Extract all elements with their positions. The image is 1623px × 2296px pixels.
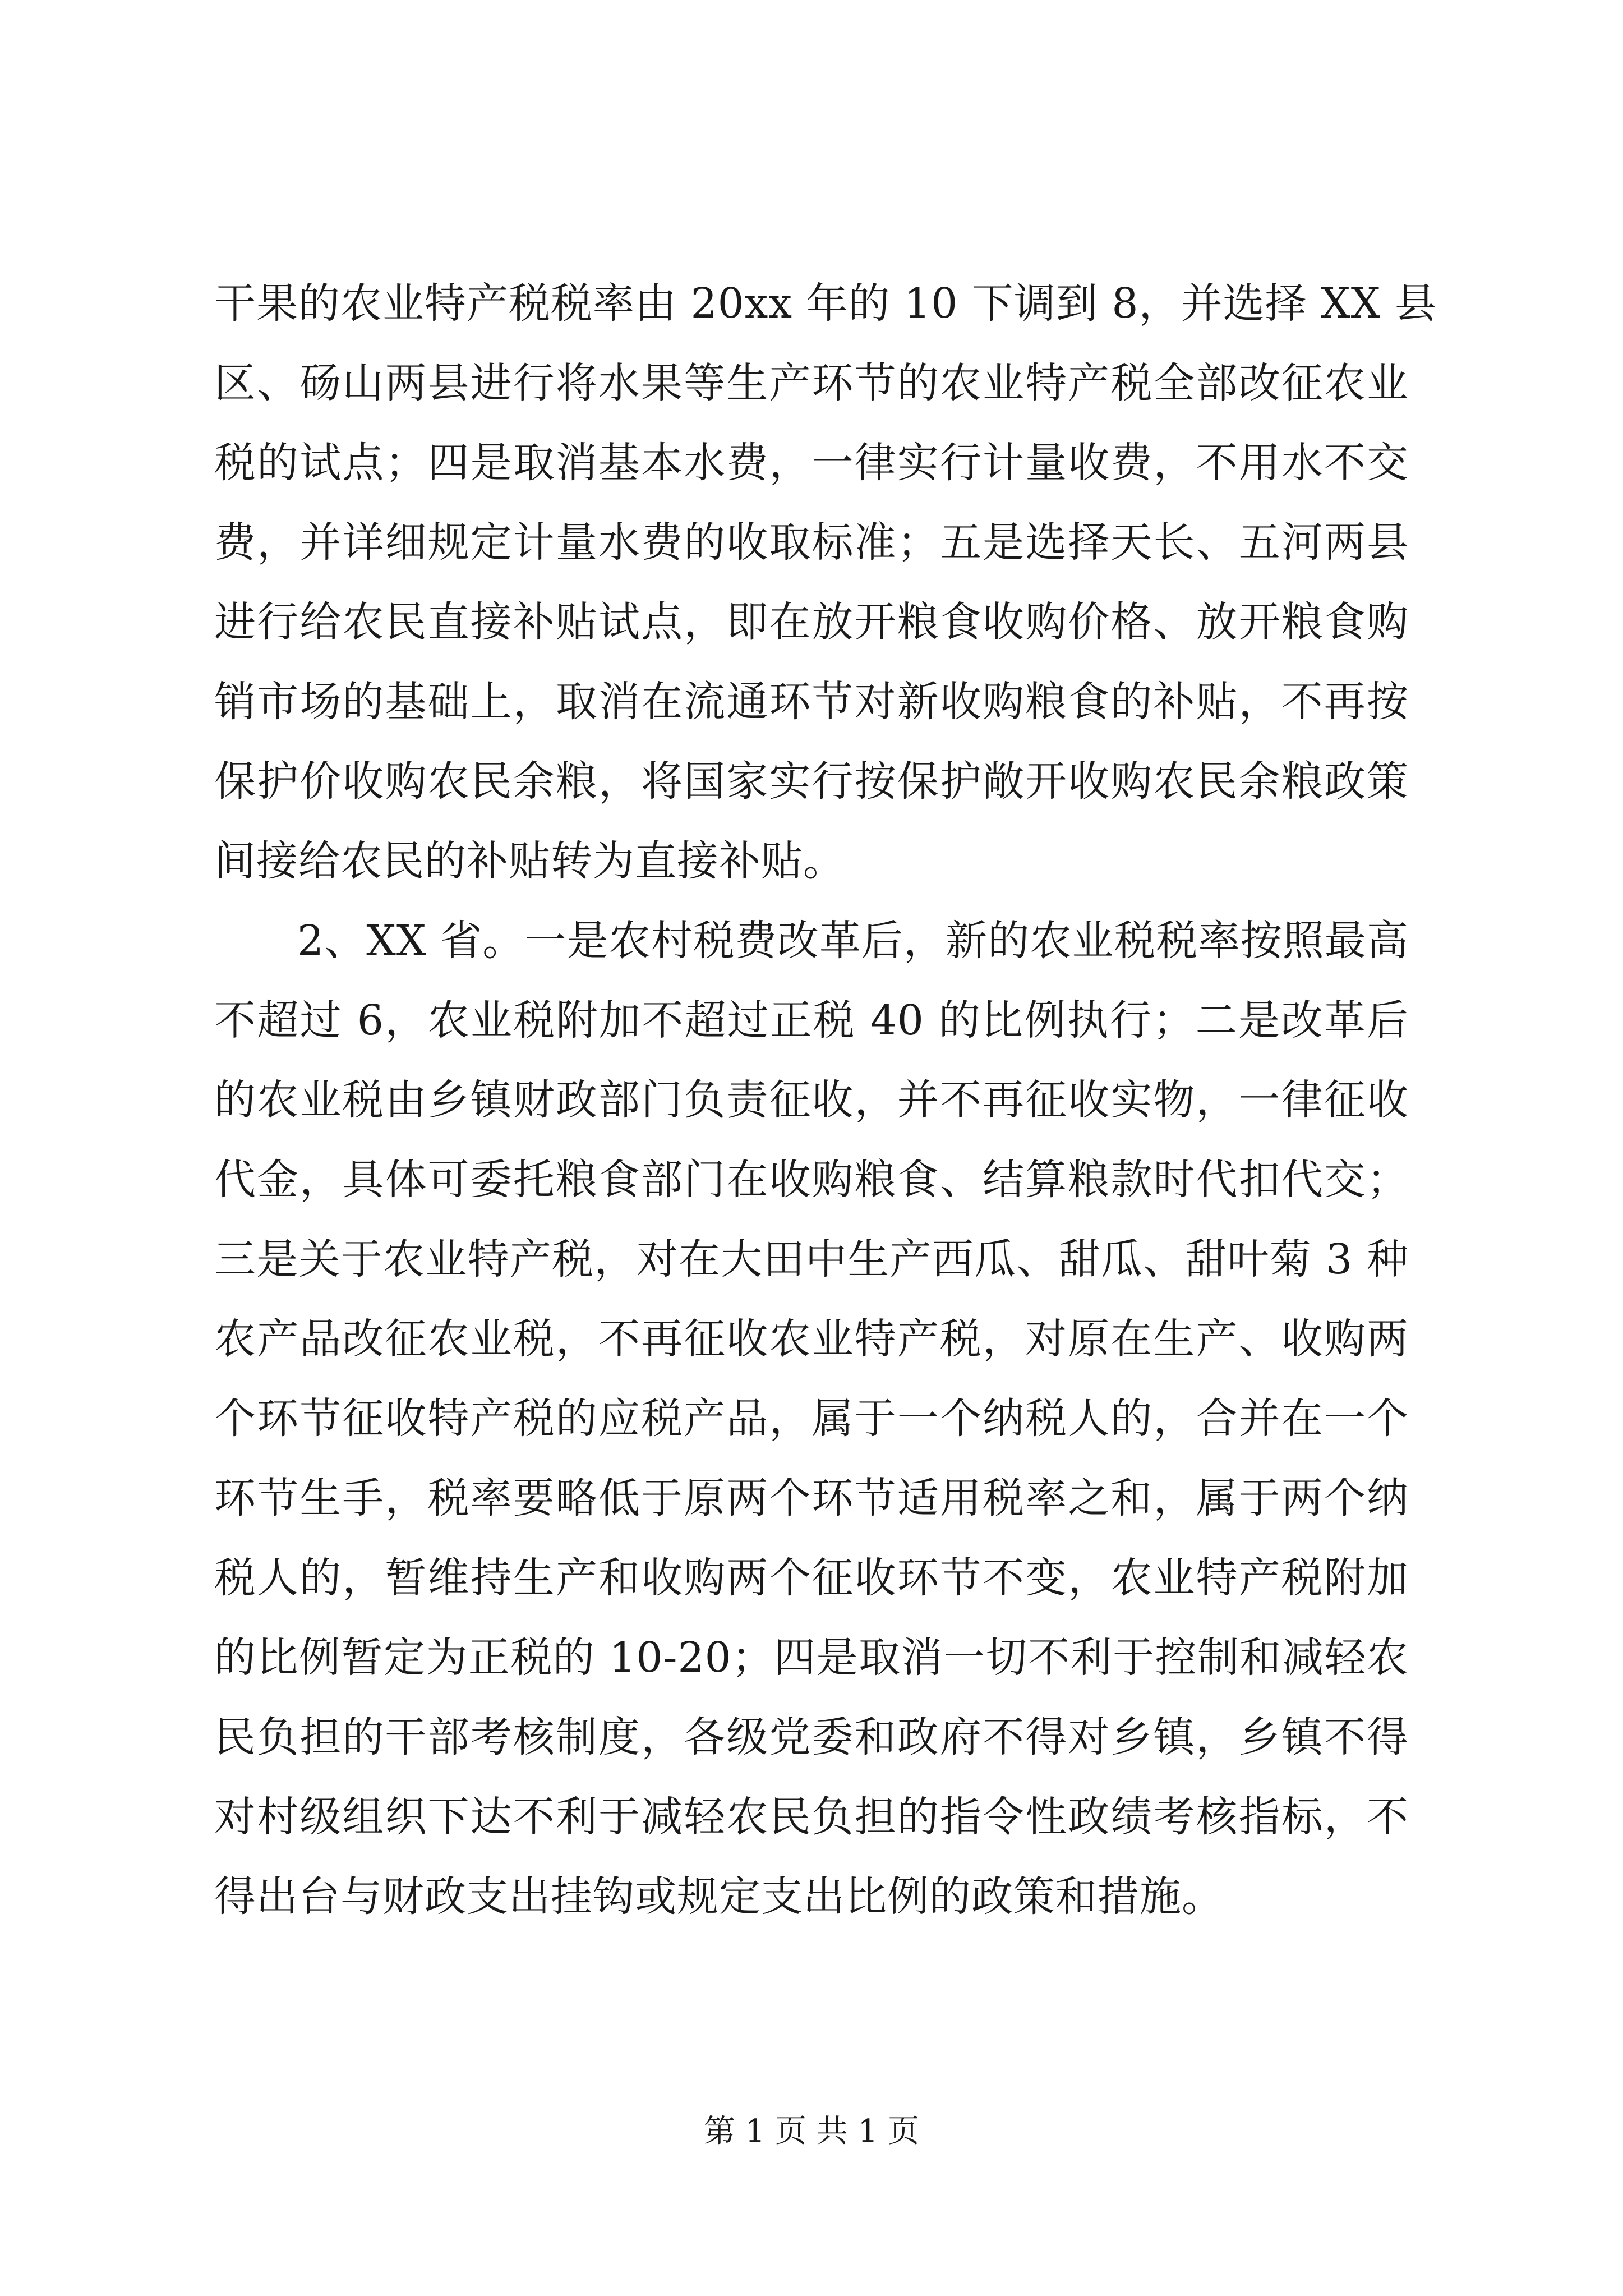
- text-line: 费，并详细规定计量水费的收取标准；五是选择天长、五河两县: [214, 518, 1409, 567]
- text-line: 对村级组织下达不利于减轻农民负担的指令性政绩考核指标，不: [214, 1793, 1409, 1841]
- text-line: 区、砀山两县进行将水果等生产环节的农业特产税全部改征农业: [214, 359, 1409, 407]
- text-line: 民负担的干部考核制度，各级党委和政府不得对乡镇，乡镇不得: [214, 1713, 1409, 1761]
- text-line: 干果的农业特产税税率由 20xx 年的 10 下调到 8，并选择 XX 县: [214, 279, 1437, 328]
- text-line: 2、XX 省。一是农村税费改革后，新的农业税税率按照最高: [297, 917, 1409, 965]
- text-line: 税的试点；四是取消基本水费，一律实行计量收费，不用水不交: [214, 439, 1409, 487]
- text-line: 保护价收购农民余粮，将国家实行按保护敞开收购农民余粮政策: [214, 757, 1409, 806]
- text-line: 三是关于农业特产税，对在大田中生产西瓜、甜瓜、甜叶菊 3 种: [214, 1235, 1409, 1283]
- text-line: 进行给农民直接补贴试点，即在放开粮食收购价格、放开粮食购: [214, 598, 1409, 646]
- text-line: 不超过 6，农业税附加不超过正税 40 的比例执行；二是改革后: [214, 996, 1409, 1045]
- text-line: 税人的，暂维持生产和收购两个征收环节不变，农业特产税附加: [214, 1554, 1409, 1602]
- document-body: [214, 264, 1437, 1936]
- text-line: 间接给农民的补贴转为直接补贴。: [214, 837, 845, 885]
- text-line: 个环节征收特产税的应税产品，属于一个纳税人的，合并在一个: [214, 1395, 1409, 1443]
- text-line: 代金，具体可委托粮食部门在收购粮食、结算粮款时代扣代交；: [214, 1156, 1409, 1204]
- text-line: 的农业税由乡镇财政部门负责征收，并不再征收实物，一律征收: [214, 1076, 1409, 1124]
- text-line: 农产品改征农业税，不再征收农业特产税，对原在生产、收购两: [214, 1315, 1409, 1363]
- text-line: 的比例暂定为正税的 10-20；四是取消一切不利于控制和减轻农: [214, 1634, 1409, 1682]
- text-line: 销市场的基础上，取消在流通环节对新收购粮食的补贴，不再按: [214, 678, 1409, 726]
- paragraph-2: [214, 901, 1409, 1936]
- paragraph-1: [214, 264, 1437, 901]
- page-footer: [0, 2109, 1623, 2154]
- text-line: 得出台与财政支出挂钩或规定支出比例的政策和措施。: [214, 1872, 1224, 1921]
- text-line: 环节生手，税率要略低于原两个环节适用税率之和，属于两个纳: [214, 1474, 1409, 1522]
- page-number-label: 第 1 页 共 1 页: [703, 2113, 920, 2150]
